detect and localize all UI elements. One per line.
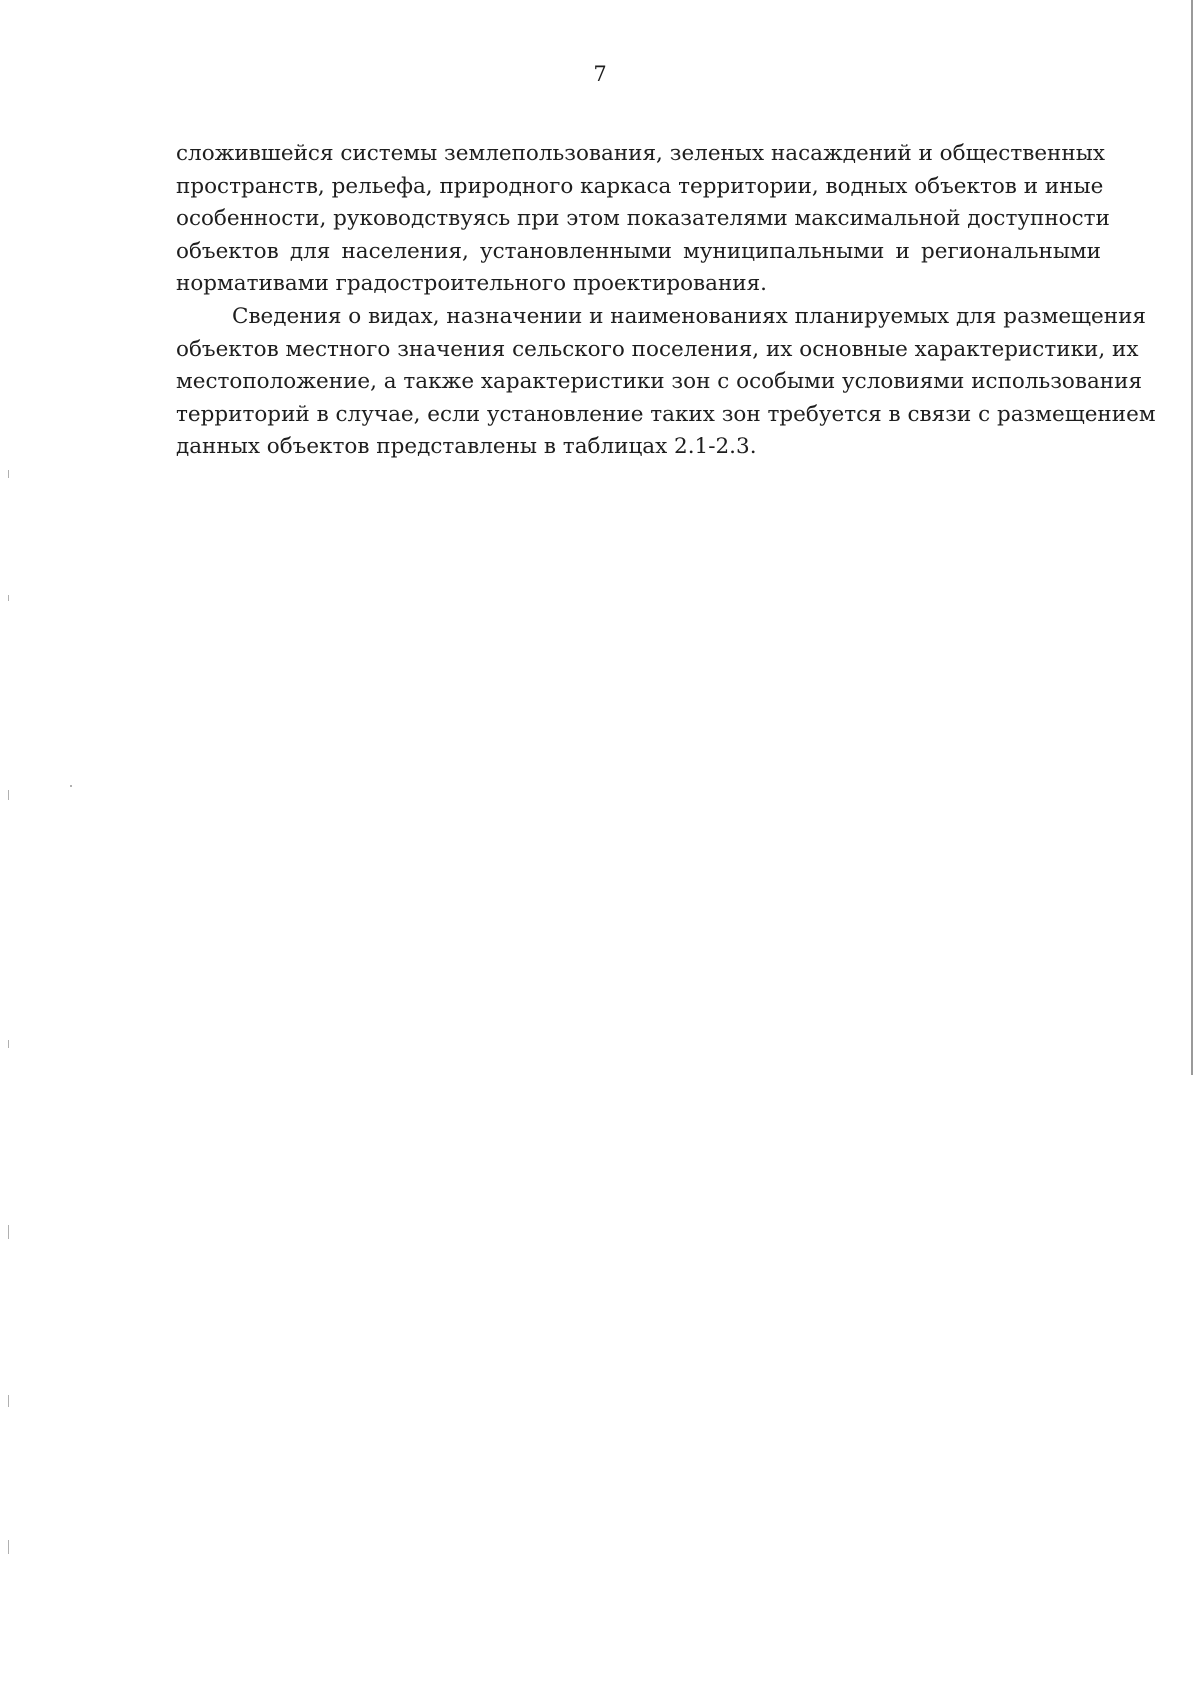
scan-speck [8,1395,9,1407]
paragraph-line: местоположение, а также характеристики зон с особыми условиями использования [176,369,1143,395]
paragraph-1 [176,138,1110,301]
paragraph-line: нормативами градостроительного проектирования. [176,271,768,297]
paragraph-line: объектов для населения, установленными муниципальными и региональными [176,238,1101,264]
scan-speck [8,1040,9,1048]
scan-speck [70,785,72,787]
paragraph-line: особенности, руководствуясь при этом показателями максимальной доступности [176,206,1110,232]
body-text [176,138,1156,464]
scan-speck [8,1540,9,1554]
paragraph-line: пространств, рельефа, природного каркаса территории, водных объектов и иные [176,173,1104,199]
scan-edge-line [1191,0,1193,1075]
scan-speck [8,595,9,601]
page-number: 7 [593,62,607,86]
scan-speck [8,1225,9,1239]
paragraph-line: территорий в случае, если установление таких зон требуется в связи с размещением [176,401,1156,427]
scan-speck [8,790,9,800]
paragraph-line: объектов местного значения сельского поселения, их основные характеристики, их [176,336,1139,362]
paragraph-2 [176,301,1156,464]
scan-speck [8,470,9,478]
paragraph-line: сложившейся системы землепользования, зеленых насаждений и общественных [176,141,1105,166]
paragraph-line: данных объектов представлены в таблицах 2.1-2.3. [176,434,757,460]
paragraph-line: Сведения о видах, назначении и наименованиях планируемых для размещения [232,303,1146,329]
